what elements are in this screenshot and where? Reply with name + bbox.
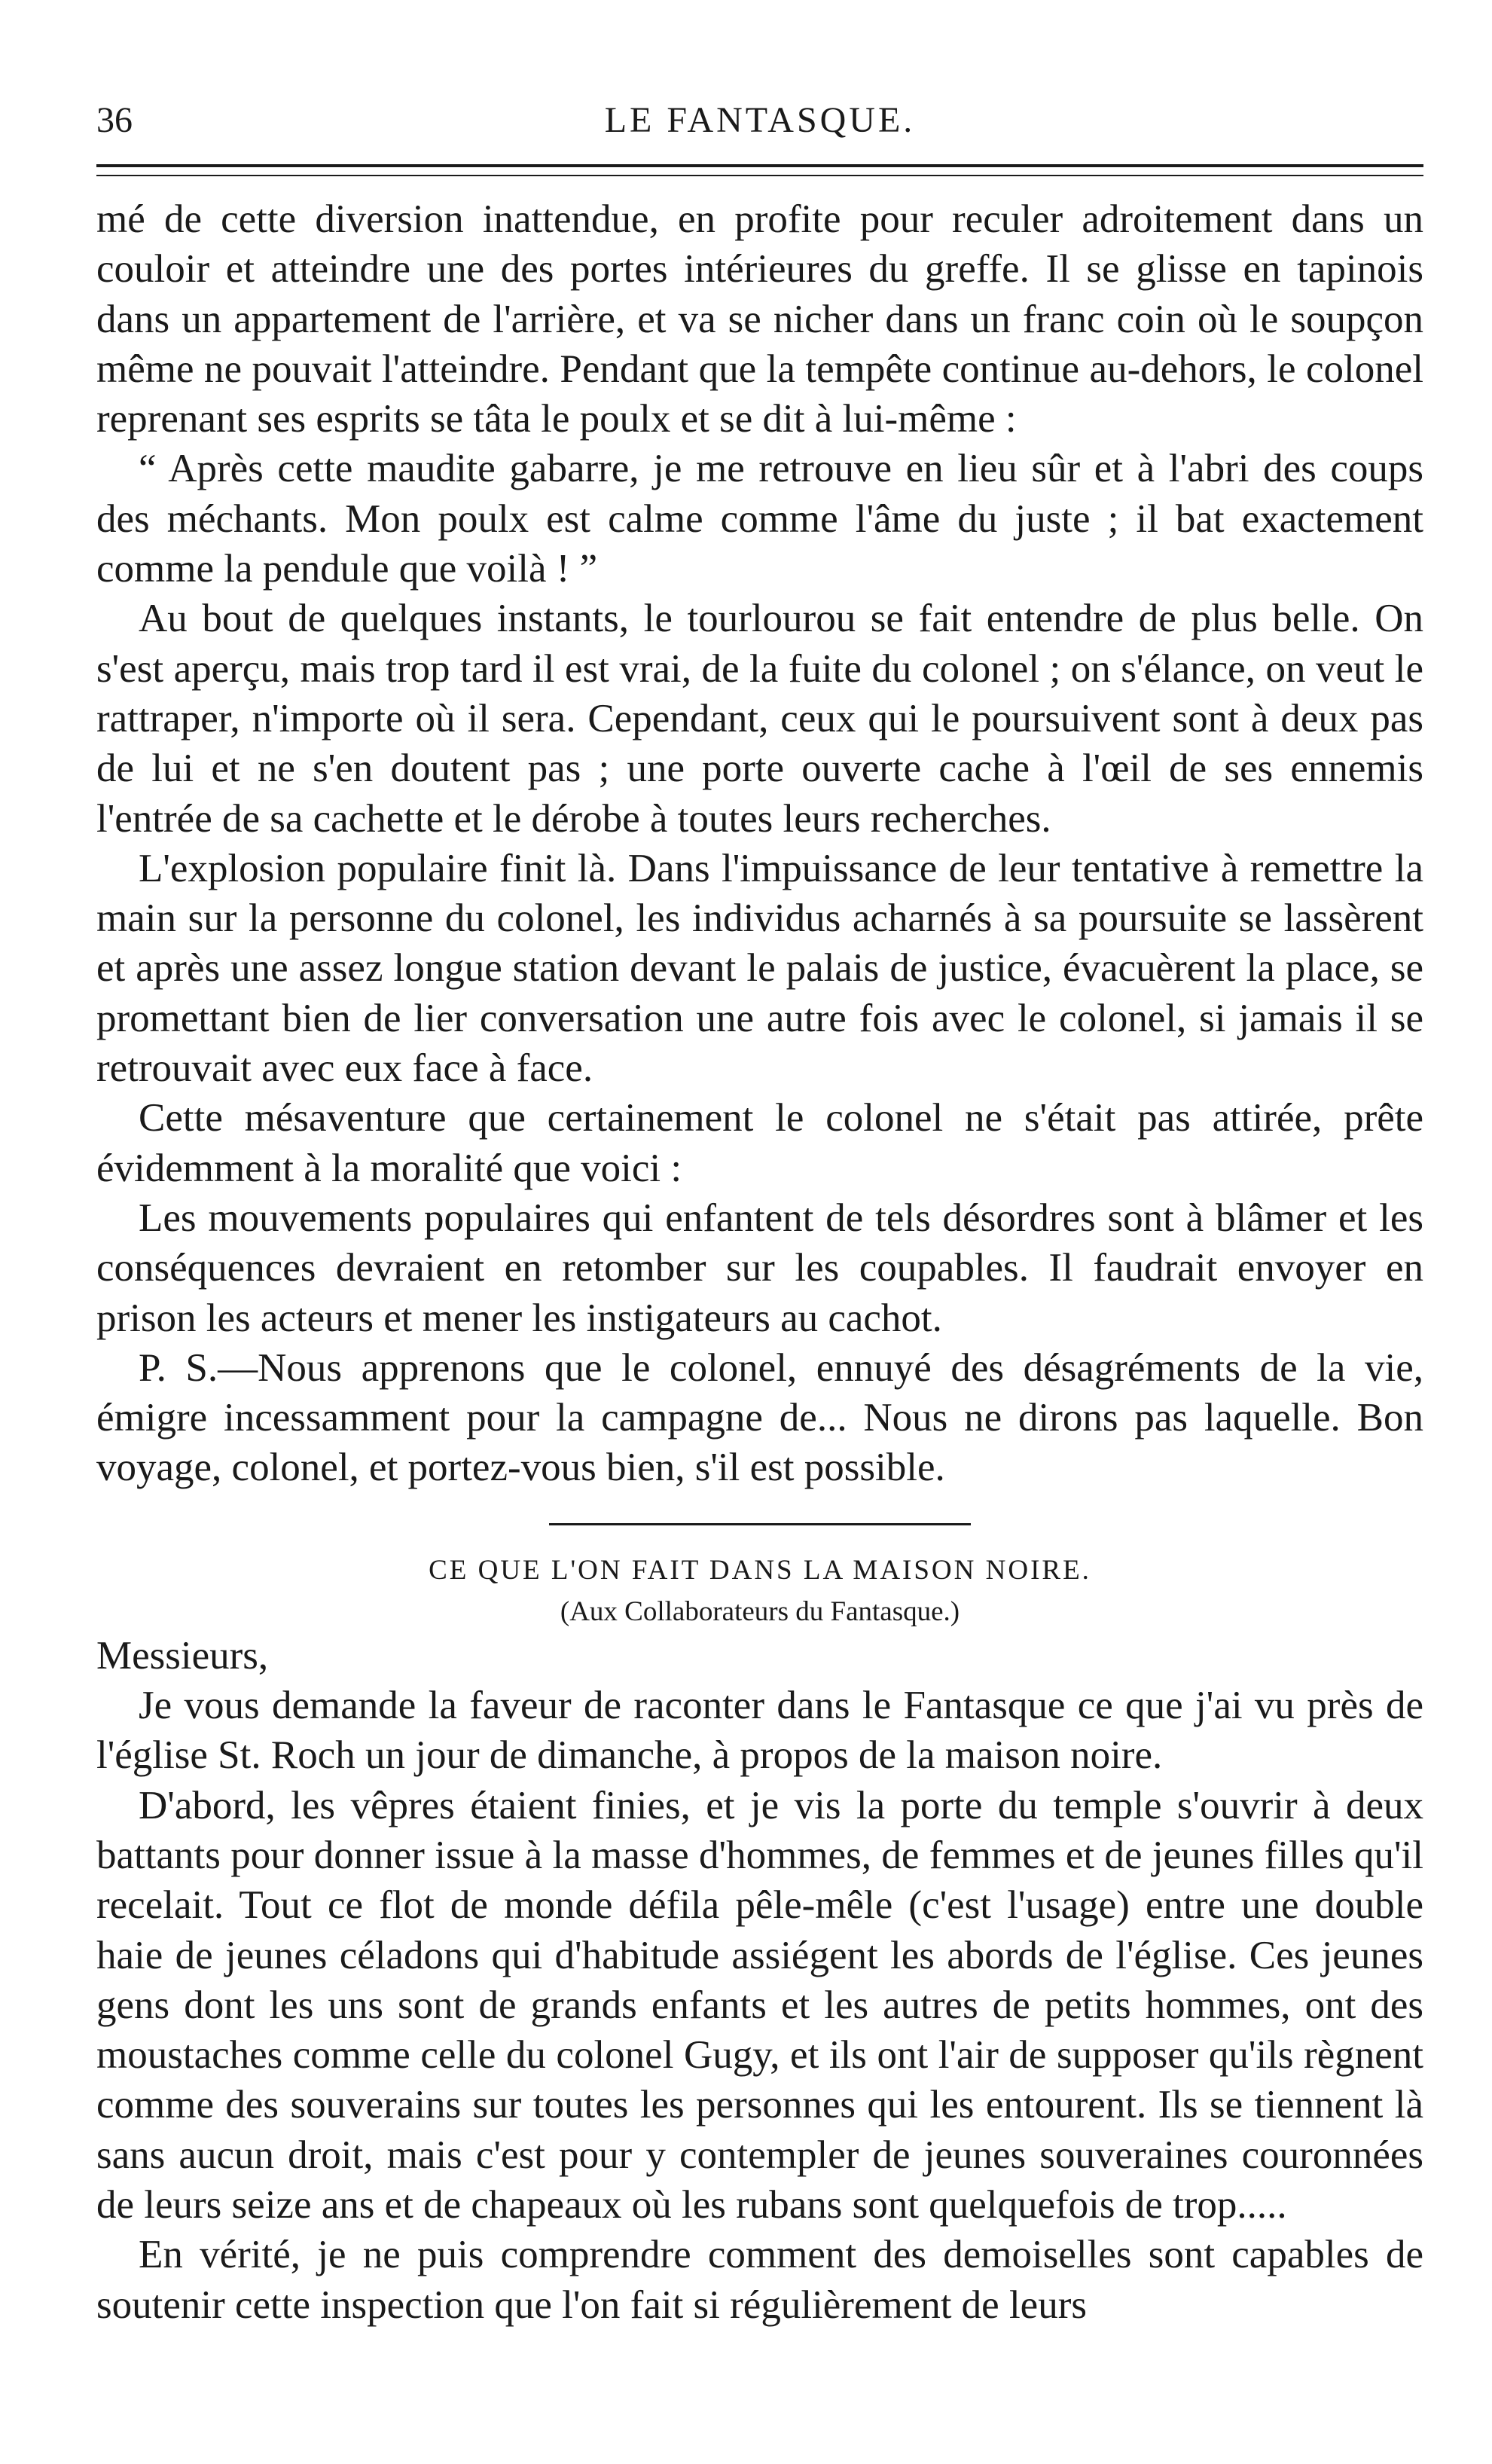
page-number: 36 <box>96 100 133 140</box>
section-title: CE QUE L'ON FAIT DANS LA MAISON NOIRE. <box>429 1554 1091 1586</box>
header-double-rule <box>96 164 1423 176</box>
paragraph: mé de cette diversion inattendue, en profite pour reculer adroitement dans un couloir et atteindre une des portes intérieures du greffe. Il se glisse en tapinois dans un appartement de l'arrière, et va se nicher dans un franc coin où le soupçon même ne pouvait l'atteindre. Pendant que la tempête continue au-dehors, le colonel reprenant ses esprits se tâta le poulx et se dit à lui-même : <box>96 197 1423 441</box>
running-title: LE FANTASQUE. <box>604 100 916 140</box>
section-subtitle: (Aux Collaborateurs du Fantasque.) <box>560 1595 960 1627</box>
paragraph: D'abord, les vêpres étaient finies, et je vis la porte du temple s'ouvrir à deux battants pour donner issue à la masse d'hommes, de femmes et de jeunes filles qu'il recelait. Tout ce flot de monde défila pêle-mêle (c'est l'usage) entre une double haie de jeunes céladons qui d'habitude assiégent les abords de l'église. Ces jeunes gens dont les uns sont de grands enfants et les autres de petits hommes, ont des moustaches comme celle du colonel Gugy, et ils ont l'air de supposer qu'ils règnent comme des souverains sur toutes les personnes qui les entourent. Ils se tiennent là sans aucun droit, mais c'est pour y contempler de jeunes souveraines couronnées de leurs seize ans et de chapeaux où les rubans sont quelquefois de trop..... <box>96 1783 1423 2227</box>
salutation: Messieurs, <box>96 1633 269 1678</box>
article-continuation <box>96 194 1423 1493</box>
postscript-paragraph: P. S.—Nous apprenons que le colonel, ennuyé des désagréments de la vie, émigre incessamment pour la campagne de... Nous ne dirons pas laquelle. Bon voyage, colonel, et portez-vous bien, s'il est possible. <box>96 1345 1423 1490</box>
paragraph: En vérité, je ne puis comprendre comment des demoiselles sont capables de soutenir cette inspection que l'on fait si régulièrement de leurs <box>96 2233 1423 2327</box>
section-divider <box>549 1523 971 1525</box>
document-page <box>96 90 1423 2330</box>
letter-body <box>96 1631 1423 2330</box>
paragraph: “ Après cette maudite gabarre, je me retrouve en lieu sûr et à l'abri des coups des méchants. Mon poulx est calme comme l'âme du juste ; il bat exactement comme la pendule que voilà ! ” <box>96 447 1423 591</box>
paragraph: Au bout de quelques instants, le tourlourou se fait entendre de plus belle. On s'est aperçu, mais trop tard il est vrai, de la fuite du colonel ; on s'élance, on veut le rattraper, n'importe où il sera. Cependant, ceux qui le poursuivent sont à deux pas de lui et ne s'en doutent pas ; une porte ouverte cache à l'œil de ses ennemis l'entrée de sa cachette et le dérobe à toutes leurs recherches. <box>96 597 1423 841</box>
paragraph: Je vous demande la faveur de raconter dans le Fantasque ce que j'ai vu près de l'église St. Roch un jour de dimanche, à propos de la maison noire. <box>96 1684 1423 1778</box>
page-header <box>96 90 1423 151</box>
paragraph: L'explosion populaire finit là. Dans l'impuissance de leur tentative à remettre la main sur la personne du colonel, les individus acharnés à sa poursuite se lassèrent et après une assez longue station devant le palais de justice, évacuèrent la place, se promettant bien de lier conversation une autre fois avec le colonel, si jamais il se retrouvait avec eux face à face. <box>96 846 1423 1091</box>
paragraph: Les mouvements populaires qui enfantent de tels désordres sont à blâmer et les conséquences devraient en retomber sur les coupables. Il faudrait envoyer en prison les acteurs et mener les instigateurs au cachot. <box>96 1195 1423 1340</box>
paragraph: Cette mésaventure que certainement le colonel ne s'était pas attirée, prête évidemment à la moralité que voici : <box>96 1096 1423 1190</box>
